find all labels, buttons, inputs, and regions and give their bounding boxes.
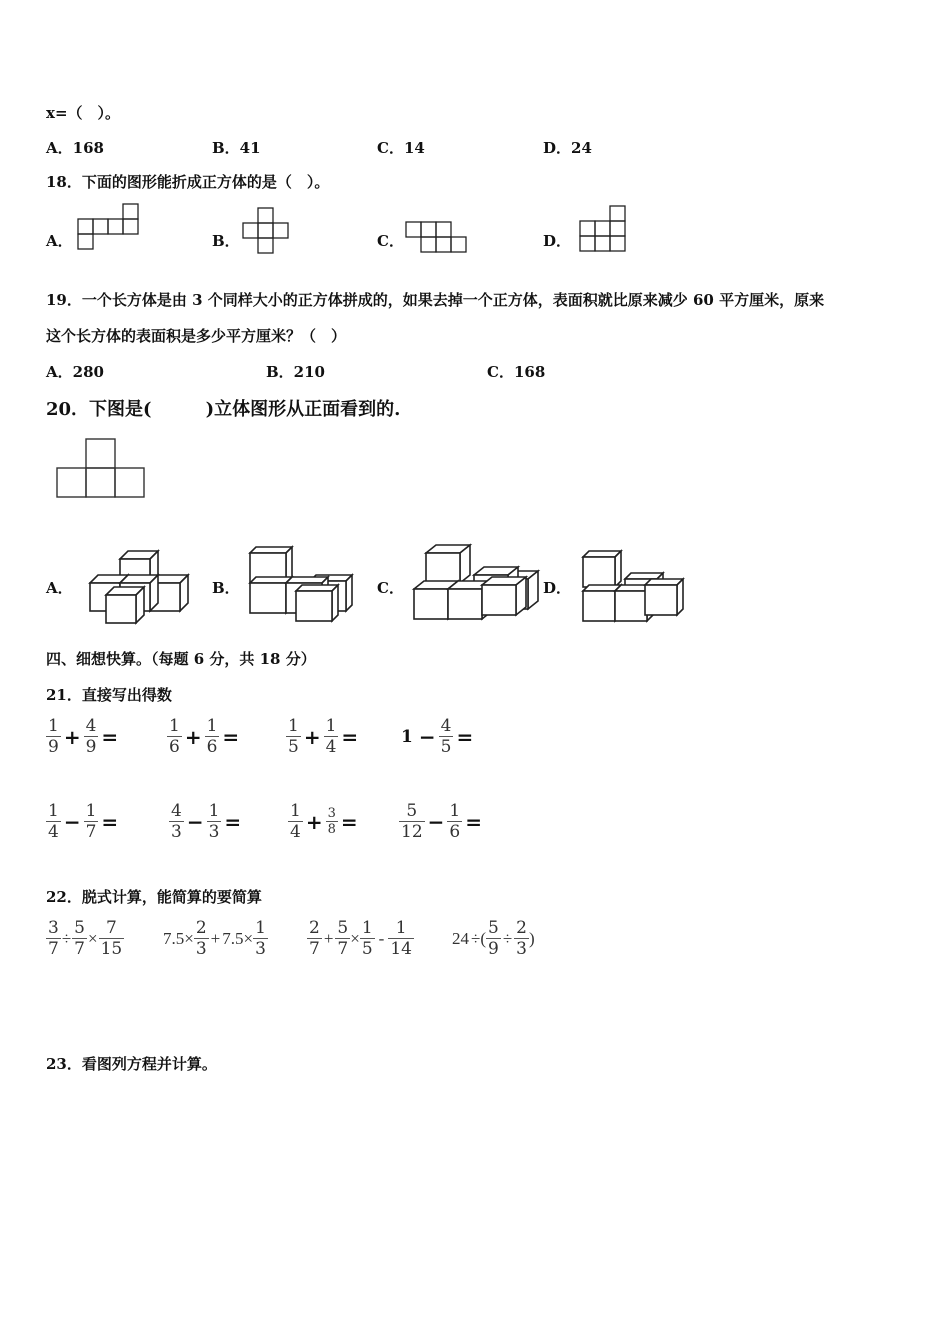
q20-solid-d xyxy=(583,551,689,623)
q21-title: 21．直接写出得数 xyxy=(46,686,172,704)
q22-expr-2: 7.5 × 2 3 + 7.5 × 1 3 xyxy=(163,918,266,959)
q20-option-c[interactable]: C． xyxy=(377,579,404,597)
fraction: 1 3 xyxy=(255,918,266,959)
fraction: 1 5 xyxy=(361,918,373,959)
q19-line1: 19．一个长方体是由 3 个同样大小的正方体拼成的，如果去掉一个正方体，表面积就比原来减少 60 平方厘米，原来 xyxy=(46,291,825,309)
fraction: 1 4 xyxy=(290,801,301,842)
fraction: 4 3 xyxy=(171,801,182,842)
fraction: 3 8 xyxy=(327,806,336,837)
q18-option-d[interactable]: D． xyxy=(543,232,572,250)
q23-title: 23．看图列方程并计算。 xyxy=(46,1055,217,1073)
q18-question: 18．下面的图形能折成正方体的是（ ）。 xyxy=(46,173,330,191)
section4-title: 四、细想快算。（每题 6 分，共 18 分） xyxy=(46,650,316,668)
q20-option-d[interactable]: D． xyxy=(543,579,572,597)
fraction: 4 5 xyxy=(440,716,452,757)
q18-option-c[interactable]: C． xyxy=(377,232,404,250)
q21-expr-7: 1 4 + 3 8 = xyxy=(290,801,358,842)
q20-solid-c xyxy=(414,545,534,623)
q19-option-a[interactable]: A．280 xyxy=(46,363,104,381)
q21-expr-8: 5 12 − 1 6 = xyxy=(401,801,482,842)
q20-front-view xyxy=(57,439,147,499)
q17-option-c[interactable]: C．14 xyxy=(377,139,425,157)
q22-expr-1: 3 7 ÷ 5 7 × 7 15 xyxy=(48,918,123,959)
q21-expr-5: 1 4 − 1 7 = xyxy=(48,801,119,842)
fraction: 5 7 xyxy=(337,918,349,959)
fraction: 1 5 xyxy=(288,716,299,757)
q17-option-b[interactable]: B．41 xyxy=(212,139,261,157)
q22-title: 22．脱式计算，能简算的要简算 xyxy=(46,888,262,906)
q20-question: 20．下图是( )立体图形从正面看到的. xyxy=(46,399,401,420)
q17-option-a[interactable]: A．168 xyxy=(46,139,104,157)
q18-net-b xyxy=(243,208,291,254)
q18-net-c xyxy=(406,222,468,254)
q22-expr-4: 24 ÷( 5 9 ÷ 2 3 ) xyxy=(452,918,535,959)
q17-option-d[interactable]: D．24 xyxy=(543,139,592,157)
q21-expr-4: 1 − 4 5 = xyxy=(401,716,474,757)
fraction: 1 3 xyxy=(208,801,220,842)
q21-expr-1: 1 9 + 4 9 = xyxy=(48,716,119,757)
fraction: 3 7 xyxy=(48,918,59,959)
q20-solid-b xyxy=(250,547,356,621)
q19-option-b[interactable]: B．210 xyxy=(266,363,325,381)
fraction: 1 6 xyxy=(206,716,218,757)
q19-line2: 这个长方体的表面积是多少平方厘米？（ ） xyxy=(46,327,347,345)
fraction: 2 3 xyxy=(516,918,527,959)
fraction: 2 7 xyxy=(309,918,320,959)
q21-expr-3: 1 5 + 1 4 = xyxy=(288,716,359,757)
q20-option-a[interactable]: A． xyxy=(46,579,73,597)
fraction: 1 9 xyxy=(48,716,59,757)
fraction: 5 9 xyxy=(488,918,499,959)
fraction: 1 14 xyxy=(390,918,412,959)
fraction: 5 7 xyxy=(74,918,85,959)
q19-option-c[interactable]: C．168 xyxy=(487,363,546,381)
q18-net-a xyxy=(78,204,140,250)
q18-option-b[interactable]: B． xyxy=(212,232,240,250)
fraction: 1 7 xyxy=(85,801,97,842)
q17-tail: x=（ ）。 xyxy=(46,104,121,122)
fraction: 1 6 xyxy=(449,801,461,842)
fraction: 5 12 xyxy=(401,801,423,842)
fraction: 2 3 xyxy=(195,918,207,959)
q21-expr-6: 4 3 − 1 3 = xyxy=(171,801,242,842)
q18-option-a[interactable]: A． xyxy=(46,232,73,250)
q20-solid-a xyxy=(88,545,194,621)
fraction: 1 6 xyxy=(169,716,180,757)
q21-expr-2: 1 6 + 1 6 = xyxy=(169,716,240,757)
q20-option-b[interactable]: B． xyxy=(212,579,240,597)
fraction: 4 9 xyxy=(85,716,97,757)
fraction: 7 15 xyxy=(100,918,123,959)
q22-expr-3: 2 7 + 5 7 × 1 5 - 1 14 xyxy=(309,918,412,959)
fraction: 1 4 xyxy=(325,716,337,757)
q18-net-d xyxy=(580,206,628,254)
fraction: 1 4 xyxy=(48,801,59,842)
